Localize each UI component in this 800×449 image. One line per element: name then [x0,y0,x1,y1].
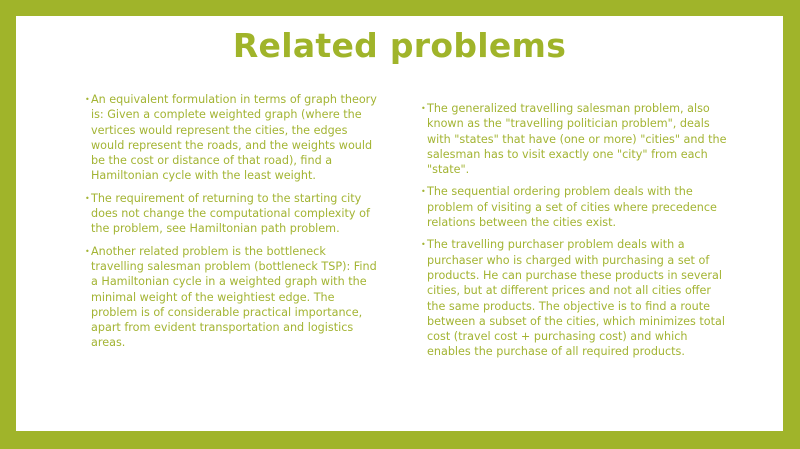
bullet-item [421,237,728,359]
bullet-text: Another related problem is the bottleneck travelling salesman problem (bottleneck TSP): Find a Hamiltonian cycle in a weighted graph with the minimal weight of the weightiest edge. The problem is of considerable practical importance, apart from evident transportation and logistics areas. [91,244,377,350]
bullet-icon: • [85,246,90,256]
bullet-text: The generalized travelling salesman problem, also known as the "travelling politician problem", deals with "states" that have (one or more) "cities" and the salesman has to visit exactly one "city" from each "state". [427,102,727,177]
bullet-text: The requirement of returning to the starting city does not change the computational complexity of the problem, see Hamiltonian path problem. [91,191,370,236]
bullet-icon: • [421,187,426,197]
bullet-text: The travelling purchaser problem deals with a purchaser who is charged with purchasing a set of products. He can purchase these products in several cities, but at different prices and not all cities offer the same products. The objective is to find a route between a subset of the cities, which minimizes total cost (travel cost + purchasing cost) and which enables the purchase of all required products. [427,238,725,359]
bullet-item [85,244,377,351]
bullet-item [421,184,728,230]
right-column [421,101,728,367]
bullet-icon: • [85,95,90,104]
left-column [85,92,377,358]
slide [16,16,783,431]
bullet-item [85,92,377,184]
bullet-icon: • [421,240,426,250]
bullet-icon: • [421,104,426,113]
bullet-text: An equivalent formulation in terms of graph theory is: Given a complete weighted graph (where the vertices would represent the cities, the edges would represent the roads, and the weights would be the cost or distance of that road), find a Hamiltonian cycle with the least weight. [91,93,377,183]
bullet-item [421,101,728,177]
bullet-text: The sequential ordering problem deals with the problem of visiting a set of cities where precedence relations between the cities exist. [427,185,717,230]
bullet-icon: • [85,193,90,203]
bullet-item [85,191,377,237]
slide-title: Related problems [232,26,567,65]
